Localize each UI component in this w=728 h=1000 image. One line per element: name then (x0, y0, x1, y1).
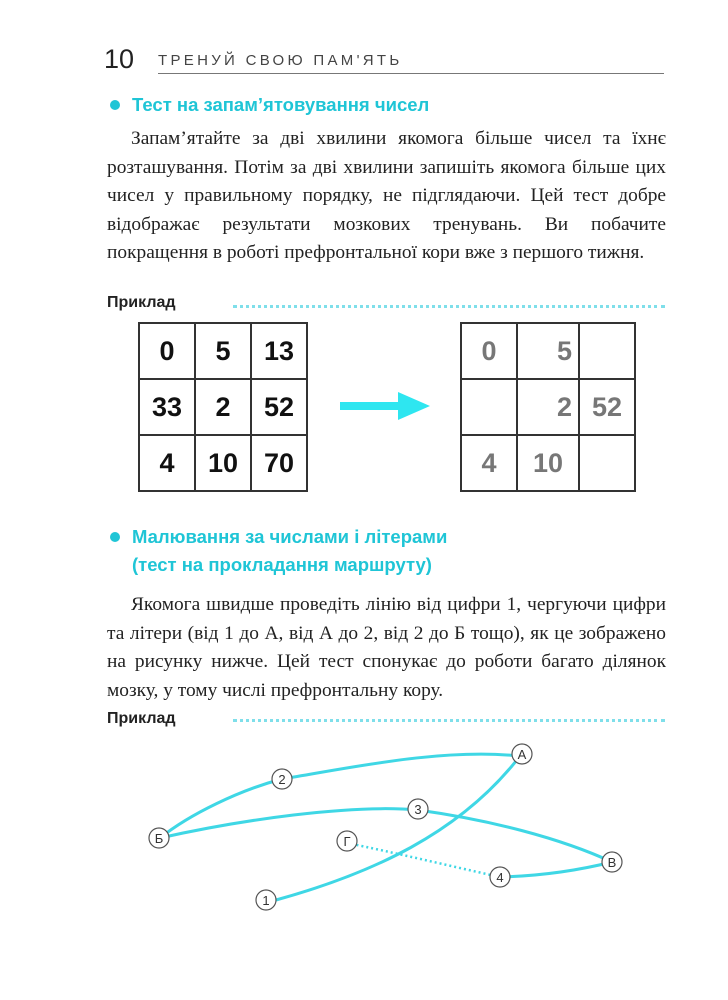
number-grid-recalled (460, 322, 636, 492)
svg-text:2: 2 (278, 772, 286, 787)
dotted-rule (233, 719, 665, 722)
route-line-1-A (276, 756, 520, 900)
section-title-text: Тест на запам’ятовування чисел (132, 94, 430, 115)
svg-text:Г: Г (343, 834, 351, 849)
section-title-line: Малювання за числами і літерами (132, 526, 448, 547)
grid-cell: 52 (251, 379, 307, 435)
grid-cell: 2 (517, 379, 579, 435)
header-rule (158, 73, 664, 74)
route-node-3 (408, 799, 428, 819)
grid-cell: 0 (461, 323, 517, 379)
route-line-4-G (347, 843, 500, 877)
svg-text:А: А (517, 747, 527, 762)
route-line-3-V (418, 810, 612, 862)
grid-cell: 4 (461, 435, 517, 491)
dotted-rule (233, 305, 665, 308)
running-title: ТРЕНУЙ СВОЮ ПАМ'ЯТЬ (158, 52, 403, 69)
page-header (104, 42, 664, 78)
route-node-V (602, 852, 622, 872)
section-paragraph-numbers: Запам’ятайте за дві хвилини якомога більше чисел та їхнє розташування. Потім за дві хвилини запишіть якомога більше цих чисел у правильному порядку, не підглядаючи. Цей тест добре відображає результати мозкових тренувань. Ви побачите покращення в роботі префронтальної кори вже з першого тижня. (107, 128, 666, 264)
grid-cell (579, 323, 635, 379)
grid-cell: 33 (139, 379, 195, 435)
number-grid-original (138, 322, 308, 492)
route-line-A-2 (282, 754, 520, 779)
grid-cell (579, 435, 635, 491)
route-node-G (337, 831, 357, 851)
grid-cell: 2 (195, 379, 251, 435)
example-label: Приклад (107, 294, 176, 311)
grid-cell: 70 (251, 435, 307, 491)
right-arrow-icon (340, 392, 430, 420)
route-node-4 (490, 867, 510, 887)
route-node-2 (272, 769, 292, 789)
grid-cell: 0 (139, 323, 195, 379)
grid-cell: 5 (517, 323, 579, 379)
grid-cell: 10 (517, 435, 579, 491)
grid-cell: 52 (579, 379, 635, 435)
route-node-B (149, 828, 169, 848)
route-node-1 (256, 890, 276, 910)
route-line-V-4 (500, 862, 612, 877)
section-title-numbers (110, 91, 429, 119)
route-line-2-B (160, 779, 282, 838)
page-number: 10 (104, 44, 135, 74)
grid-cell: 5 (195, 323, 251, 379)
grid-cell: 10 (195, 435, 251, 491)
grid-cell: 4 (139, 435, 195, 491)
svg-text:3: 3 (414, 802, 422, 817)
example-label: Приклад (107, 710, 176, 727)
section-title-route (110, 523, 447, 579)
svg-text:Б: Б (154, 831, 164, 846)
svg-text:1: 1 (262, 893, 270, 908)
svg-text:4: 4 (496, 870, 504, 885)
grid-cell (461, 379, 517, 435)
route-node-A (512, 744, 532, 764)
section-title-line: (тест на прокладання маршруту) (132, 554, 432, 575)
grid-cell: 13 (251, 323, 307, 379)
svg-text:В: В (607, 855, 617, 870)
section-paragraph-route: Якомога швидше проведіть лінію від цифри 1, чергуючи цифри та літери (від 1 до А, від А до 2, від 2 до Б тощо), як це зображено на рисунку нижче. Цей тест спонукає до роботи багато ділянок мозку, у тому числі префронтальну кору. (107, 594, 666, 701)
trail-making-diagram (130, 734, 650, 934)
